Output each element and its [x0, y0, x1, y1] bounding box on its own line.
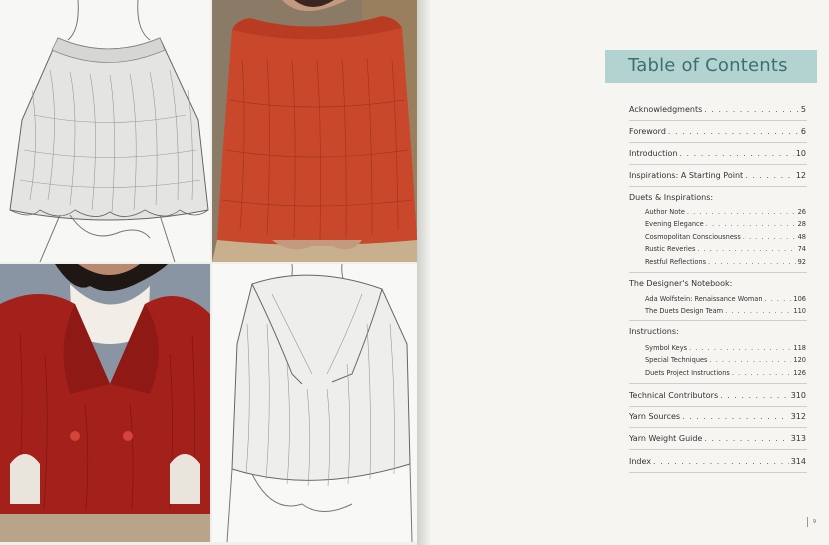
toc-subentry [645, 220, 806, 228]
jacket-drawing-svg [212, 264, 417, 542]
folio-divider [807, 517, 808, 527]
toc-divider [629, 120, 807, 121]
toc-leader-dots [743, 233, 796, 241]
toc-subentry [645, 208, 806, 216]
toc-subentry-label: Author Note [645, 208, 685, 216]
toc-entry-page: 313 [790, 434, 806, 443]
toc-entry-page: 5 [800, 105, 806, 114]
toc-subentry [645, 356, 806, 364]
toc-subentry-label: Rustic Reveries [645, 245, 696, 253]
toc-divider [629, 320, 807, 321]
toc-subentry-page: 48 [797, 233, 806, 241]
capelet-line-drawing [0, 0, 210, 262]
toc-subentry-label: Duets Project Instructions [645, 369, 730, 377]
toc-leader-dots [653, 457, 789, 466]
toc-entry [629, 457, 806, 466]
capelet-drawing-svg [0, 0, 210, 262]
toc-entry-label: Acknowledgments [629, 105, 703, 114]
toc-entry [629, 391, 806, 400]
toc-entry-page: 10 [795, 149, 806, 158]
toc-leader-dots [745, 171, 794, 180]
toc-section-heading: Instructions: [629, 327, 679, 336]
capelet-photo-svg [212, 0, 417, 262]
toc-divider [629, 427, 807, 428]
toc-subentry-page: 126 [793, 369, 806, 377]
toc-entry [629, 434, 806, 443]
toc-entry-label: Foreword [629, 127, 666, 136]
toc-subentry [645, 307, 806, 315]
toc-entry-label: Inspirations: A Starting Point [629, 171, 744, 180]
toc-subentry-page: 26 [797, 208, 806, 216]
toc-entry-page: 314 [790, 457, 806, 466]
toc-divider [629, 272, 807, 273]
toc-list [629, 0, 809, 545]
toc-leader-dots [708, 258, 796, 266]
toc-divider [629, 164, 807, 165]
jacket-line-drawing [212, 264, 417, 542]
toc-subentry [645, 344, 806, 352]
toc-divider [629, 472, 807, 473]
toc-subentry-page: 74 [797, 245, 806, 253]
toc-entry-label: Index [629, 457, 652, 466]
toc-entry-label: Introduction [629, 149, 678, 158]
toc-divider [629, 383, 807, 384]
toc-entry-label: Yarn Sources [629, 412, 681, 421]
toc-leader-dots [689, 344, 791, 352]
toc-subentry-page: 92 [797, 258, 806, 266]
toc-leader-dots [725, 307, 791, 315]
jacket-photo [0, 264, 210, 542]
toc-subentry-label: Cosmopolitan Consciousness [645, 233, 741, 241]
toc-leader-dots [706, 220, 796, 228]
toc-entry [629, 149, 806, 158]
toc-subentry-label: The Duets Design Team [645, 307, 724, 315]
toc-divider [629, 142, 807, 143]
toc-subentry [645, 245, 806, 253]
toc-subentry [645, 369, 806, 377]
page-number: 9 [812, 519, 816, 525]
toc-entry-page: 312 [790, 412, 806, 421]
toc-entry [629, 105, 806, 114]
toc-subentry-page: 110 [793, 307, 806, 315]
toc-entry-page: 310 [790, 391, 806, 400]
toc-leader-dots [704, 434, 788, 443]
toc-subentry-label: Special Techniques [645, 356, 708, 364]
toc-leader-dots [679, 149, 793, 158]
toc-leader-dots [682, 412, 789, 421]
toc-entry-page: 12 [795, 171, 806, 180]
toc-subentry-page: 28 [797, 220, 806, 228]
toc-leader-dots [687, 208, 796, 216]
toc-subentry [645, 258, 806, 266]
toc-divider [629, 449, 807, 450]
toc-subentry-label: Ada Wolfstein: Renaissance Woman [645, 295, 763, 303]
toc-subentry [645, 233, 806, 241]
book-gutter [417, 0, 431, 545]
right-page [431, 0, 829, 545]
toc-divider [629, 406, 807, 407]
toc-subentry-label: Restful Reflections [645, 258, 707, 266]
toc-entry [629, 171, 806, 180]
toc-leader-dots [704, 105, 799, 114]
toc-section-heading: Duets & Inspirations: [629, 193, 714, 202]
toc-title: Table of Contents [628, 55, 788, 76]
toc-leader-dots [732, 369, 792, 377]
jacket-photo-svg [0, 264, 210, 542]
toc-entry-label: Yarn Weight Guide [629, 434, 703, 443]
toc-leader-dots [765, 295, 792, 303]
toc-leader-dots [668, 127, 799, 136]
toc-leader-dots [710, 356, 792, 364]
toc-subentry-label: Symbol Keys [645, 344, 688, 352]
toc-subentry-page: 120 [793, 356, 806, 364]
toc-entry-label: Technical Contributors [629, 391, 719, 400]
toc-section-heading: The Designer's Notebook: [629, 279, 733, 288]
toc-leader-dots [720, 391, 789, 400]
toc-subentry [645, 295, 806, 303]
capelet-photo [212, 0, 417, 262]
toc-divider [629, 186, 807, 187]
toc-subentry-page: 118 [793, 344, 806, 352]
toc-subentry-page: 106 [793, 295, 806, 303]
toc-leader-dots [697, 245, 795, 253]
toc-entry [629, 412, 806, 421]
toc-entry [629, 127, 806, 136]
toc-entry-page: 6 [800, 127, 806, 136]
toc-subentry-label: Evening Elegance [645, 220, 704, 228]
